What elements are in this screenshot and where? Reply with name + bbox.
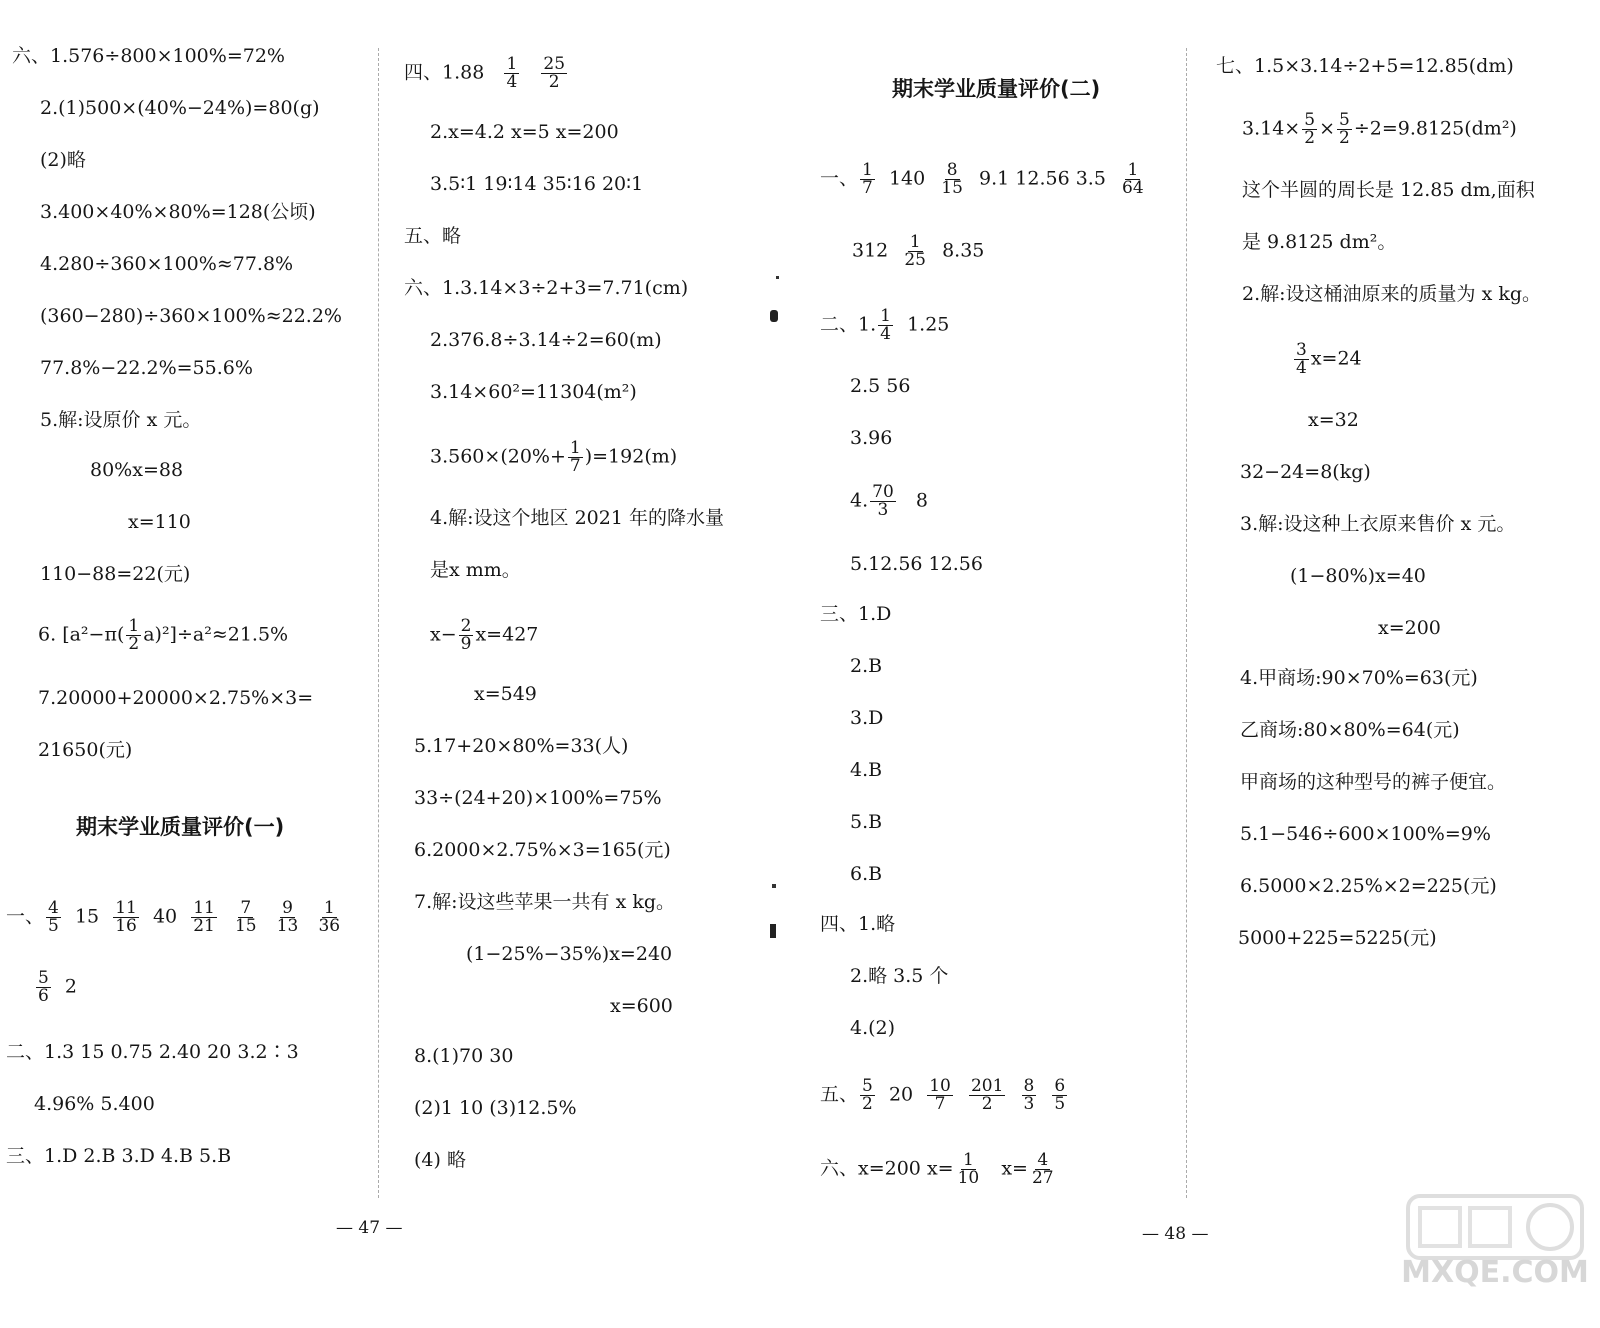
answer-line: 2.(1)500×(40%−24%)=80(g): [40, 97, 320, 119]
answer-line: 4.甲商场:90×70%=63(元): [1240, 667, 1478, 689]
denominator: 7: [569, 456, 581, 476]
answer-line: [1292, 342, 1362, 377]
answer-text: 6.: [38, 623, 57, 646]
fraction: [878, 308, 893, 343]
answer-line: 六、1.576÷800×100%=72%: [12, 45, 285, 67]
watermark-text: MXQE.COM: [1401, 1255, 1589, 1290]
answer-text: 3.14×: [1242, 117, 1301, 140]
fraction: [36, 970, 51, 1005]
fraction: [939, 162, 965, 197]
answer-line: [850, 484, 928, 519]
answer-line: 五、略: [404, 225, 462, 247]
denominator: 4: [1296, 358, 1307, 378]
answer-text: )=192(m): [584, 445, 678, 468]
answer-line: 六、1.3.14×3÷2+3=7.71(cm): [404, 277, 689, 299]
answer-text: 9.1 12.56 3.5: [979, 167, 1106, 190]
fraction: [1294, 342, 1309, 377]
numerator: 1: [128, 616, 140, 636]
answer-text: 3.560×(20%+: [430, 445, 566, 468]
answer-line: [404, 56, 569, 91]
answer-text: 8.35: [942, 239, 985, 262]
column-2: [336, 0, 780, 1240]
numerator: 5: [38, 968, 49, 988]
answer-line: 5.17+20×80%=33(人): [414, 735, 629, 757]
numerator: 6: [1054, 1076, 1066, 1096]
answer-line: 4.(2): [850, 1017, 896, 1039]
numerator: 25: [543, 54, 566, 74]
answer-text: 15: [74, 905, 100, 928]
denominator: 2: [128, 634, 140, 654]
page-number: — 48 —: [1142, 1224, 1209, 1244]
answer-text: 二、1.: [820, 313, 877, 336]
fraction: [233, 900, 259, 935]
denominator: 5: [1054, 1094, 1066, 1114]
numerator: 1: [506, 54, 518, 74]
answer-line: 5.12.56 12.56: [850, 553, 983, 575]
fraction: [46, 900, 61, 935]
answer-text: 六、x=200 x=: [820, 1157, 954, 1180]
denominator: 4: [880, 324, 891, 344]
answer-line: (2)略: [40, 149, 86, 171]
answer-text: 一、: [6, 905, 45, 928]
fraction: [1302, 112, 1317, 147]
answer-text: 40: [152, 905, 178, 928]
fraction: [275, 900, 301, 935]
answer-line: 7.解:设这些苹果一共有 x kg。: [414, 891, 676, 913]
answer-line: 110−88=22(元): [40, 563, 191, 585]
answer-text: x=24: [1310, 347, 1362, 370]
answer-line: 6.5000×2.25%×2=225(元): [1240, 875, 1497, 897]
answer-line: 甲商场的这种型号的裤子便宜。: [1240, 771, 1507, 793]
fraction: [860, 162, 875, 197]
numerator: 1: [323, 898, 335, 918]
numerator: 10: [929, 1076, 951, 1096]
fraction: [870, 484, 896, 519]
scan-speck: [772, 884, 776, 888]
numerator: 3: [1296, 340, 1307, 360]
fraction: [126, 618, 141, 653]
denominator: 15: [234, 916, 257, 936]
fraction: [860, 1078, 875, 1113]
answer-line: (1−80%)x=40: [1290, 565, 1426, 587]
denominator: 10: [957, 1168, 980, 1188]
numerator: 1: [862, 160, 873, 180]
answer-line: [38, 618, 288, 653]
numerator: 1: [569, 438, 581, 458]
answer-line: 3.D: [850, 707, 884, 729]
answer-line: (2)1 10 (3)12.5%: [414, 1097, 577, 1119]
answer-line: 77.8%−22.2%=55.6%: [40, 357, 253, 379]
denominator: 3: [1023, 1094, 1035, 1114]
denominator: 27: [1031, 1168, 1054, 1188]
answer-line: [1242, 112, 1517, 147]
answer-line: [430, 618, 538, 653]
answer-line: 3.14×60²=11304(m²): [430, 381, 637, 403]
column-3: [820, 0, 1190, 1240]
denominator: 36: [318, 916, 341, 936]
answer-line: 二、1.3 15 0.75 2.40 20 3.2∶3: [6, 1041, 299, 1063]
fraction: [902, 234, 928, 269]
numerator: 5: [1338, 110, 1350, 130]
answer-line: 8.(1)70 30: [414, 1045, 514, 1067]
answer-text: 140: [888, 167, 926, 190]
denominator: 7: [934, 1094, 946, 1114]
answer-line: (360−280)÷360×100%≈22.2%: [40, 305, 342, 327]
section-heading: 期末学业质量评价(二): [892, 77, 1101, 101]
answer-text: x=427: [475, 623, 539, 646]
answer-line: 2.略 3.5 个: [850, 965, 949, 987]
numerator: 11: [193, 898, 215, 918]
answer-line: 3.5∶1 19∶14 35∶16 20∶1: [430, 173, 644, 195]
denominator: 16: [115, 916, 137, 936]
fraction: [113, 900, 139, 935]
numerator: 1: [909, 232, 921, 252]
answer-line: 3.400×40%×80%=128(公顷): [40, 201, 316, 223]
answer-line: 这个半圆的周长是 12.85 dm,面积: [1242, 179, 1535, 201]
answer-line: [852, 234, 984, 269]
numerator: 1: [962, 1150, 974, 1170]
answer-text: 4.: [850, 489, 869, 512]
answer-line: 3.解:设这种上衣原来售价 x 元。: [1240, 513, 1516, 535]
answer-line: 七、1.5×3.14÷2+5=12.85(dm): [1216, 55, 1514, 77]
answer-line: [820, 308, 949, 343]
denominator: 3: [877, 500, 889, 520]
answer-line: 3.96: [850, 427, 893, 449]
answer-line: 三、1.D: [820, 603, 892, 625]
answer-line: 21650(元): [38, 739, 133, 761]
answer-text: 1.25: [907, 313, 950, 336]
answer-line: 2.376.8÷3.14÷2=60(m): [430, 329, 662, 351]
answer-text: 四、1.88: [404, 61, 485, 84]
answer-text: 312: [852, 239, 889, 262]
answer-line: 4.96% 5.400: [34, 1093, 155, 1115]
fraction: [459, 618, 474, 653]
answer-line: (4) 略: [414, 1149, 466, 1171]
fraction: [956, 1152, 982, 1187]
fraction: [316, 900, 342, 935]
answer-line: 2.解:设这桶油原来的质量为 x kg。: [1242, 283, 1542, 305]
numerator: 9: [282, 898, 293, 918]
answer-line: 80%x=88: [90, 459, 184, 481]
numerator: 8: [946, 160, 958, 180]
denominator: 21: [193, 916, 215, 936]
answer-line: x=549: [474, 683, 537, 705]
numerator: 4: [48, 898, 59, 918]
answer-line: 是 9.8125 dm²。: [1242, 231, 1397, 253]
fraction: [504, 56, 519, 91]
scan-speck: [776, 276, 779, 279]
denominator: 2: [1338, 128, 1350, 148]
numerator: 201: [970, 1076, 1004, 1096]
fraction: [1052, 1078, 1067, 1113]
denominator: 15: [941, 178, 963, 198]
answer-line: 4.B: [850, 759, 883, 781]
answer-text: 五、: [820, 1083, 859, 1106]
answer-line: [820, 162, 1148, 197]
numerator: 7: [240, 898, 252, 918]
numerator: 8: [1023, 1076, 1035, 1096]
denominator: 2: [981, 1094, 993, 1114]
answer-line: [430, 440, 677, 475]
answer-line: 2.x=4.2 x=5 x=200: [430, 121, 619, 143]
fraction: [541, 56, 567, 91]
answer-line: 2.B: [850, 655, 883, 677]
denominator: 2: [862, 1094, 873, 1114]
numerator: 1: [1127, 160, 1139, 180]
answer-line: [820, 1152, 1058, 1187]
denominator: 4: [506, 72, 518, 92]
denominator: 2: [1304, 128, 1316, 148]
answer-line: [820, 1078, 1069, 1113]
numerator: 1: [880, 306, 891, 326]
column-1: [0, 0, 378, 1240]
denominator: 5: [48, 916, 59, 936]
answer-text: 20: [888, 1083, 914, 1106]
answer-line: 乙商场:80×80%=64(元): [1240, 719, 1460, 741]
answer-line: [6, 900, 344, 935]
fraction: [927, 1078, 953, 1113]
numerator: 5: [862, 1076, 873, 1096]
answer-text: 2: [64, 975, 78, 998]
section-heading: 期末学业质量评价(一): [76, 815, 285, 839]
numerator: 5: [1304, 110, 1316, 130]
answer-text: 8: [915, 489, 928, 512]
answer-line: 5000+225=5225(元): [1238, 927, 1437, 949]
denominator: 7: [862, 178, 873, 198]
answer-line: 6.2000×2.75%×3=165(元): [414, 839, 671, 861]
denominator: 6: [38, 986, 49, 1006]
column-4: [1142, 0, 1600, 1244]
answer-line: [34, 970, 77, 1005]
fraction: [1120, 162, 1146, 197]
fraction: [568, 440, 583, 475]
answer-text: 一、: [820, 167, 859, 190]
denominator: 2: [548, 72, 560, 92]
answer-line: x=200: [1378, 617, 1441, 639]
fraction: [1030, 1152, 1056, 1187]
answer-line: (1−25%−35%)x=240: [466, 943, 673, 965]
denominator: 25: [904, 250, 926, 270]
answer-line: 5.B: [850, 811, 883, 833]
fraction: [1022, 1078, 1037, 1113]
answer-text: a)²]÷a²≈21.5%: [143, 623, 289, 646]
answer-line: 四、1.略: [820, 913, 896, 935]
fraction: [969, 1078, 1005, 1113]
answer-line: x=32: [1308, 409, 1359, 431]
numerator: 2: [460, 616, 472, 636]
watermark: [1400, 1190, 1590, 1300]
fraction: [1337, 112, 1352, 147]
answer-line: 6.B: [850, 863, 883, 885]
answer-line: 三、1.D 2.B 3.D 4.B 5.B: [6, 1145, 232, 1167]
denominator: 64: [1122, 178, 1144, 198]
scan-speck: [770, 310, 778, 322]
page-number: — 47 —: [336, 1218, 403, 1238]
answer-line: 32−24=8(kg): [1240, 461, 1371, 483]
column-divider: [378, 48, 379, 1198]
answer-line: 4.280÷360×100%≈77.8%: [40, 253, 294, 275]
answer-text: x=: [1001, 1157, 1028, 1180]
denominator: 13: [276, 916, 299, 936]
numerator: 4: [1037, 1150, 1049, 1170]
answer-line: 5.解:设原价 x 元。: [40, 409, 202, 431]
answer-text: [a²−π(: [62, 623, 125, 646]
numerator: 70: [872, 482, 894, 502]
answer-line: x=600: [610, 995, 673, 1017]
answer-line: 4.解:设这个地区 2021 年的降水量: [430, 507, 724, 529]
denominator: 9: [460, 634, 472, 654]
answer-line: 33÷(24+20)×100%=75%: [414, 787, 662, 809]
answer-line: x=110: [128, 511, 191, 533]
answer-line: 是x mm。: [430, 559, 521, 581]
answer-line: 5.1−546÷600×100%=9%: [1240, 823, 1491, 845]
answer-text: ÷2=9.8125(dm²): [1353, 117, 1517, 140]
answer-text: ×: [1319, 117, 1335, 140]
fraction: [191, 900, 217, 935]
numerator: 11: [115, 898, 137, 918]
scan-speck: [770, 924, 776, 938]
answer-text: x−: [430, 623, 457, 646]
answer-line: 7.20000+20000×2.75%×3=: [38, 687, 314, 709]
answer-line: 2.5 56: [850, 375, 911, 397]
